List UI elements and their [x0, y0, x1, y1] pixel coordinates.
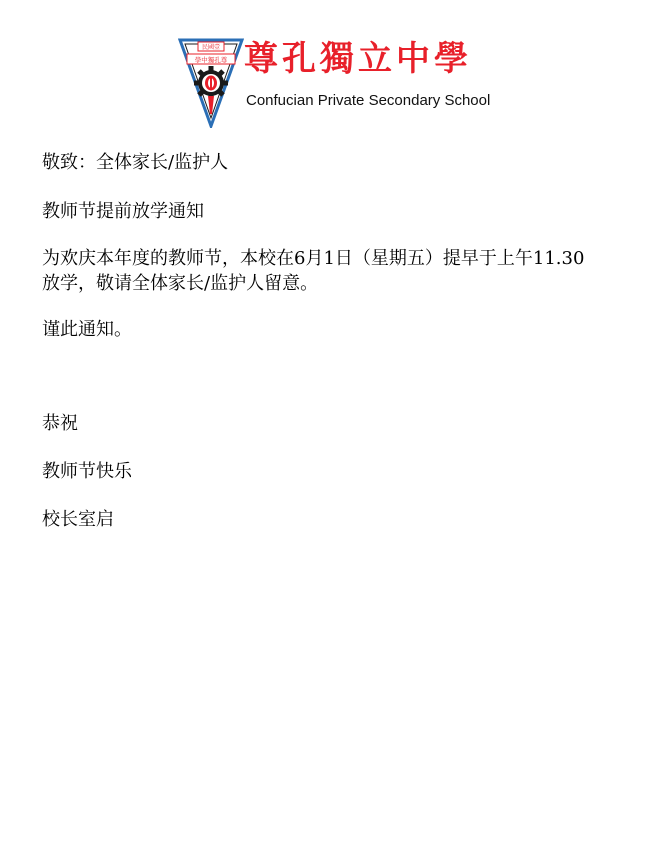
letter-subject: 教师节提前放学通知 — [42, 201, 204, 222]
school-name-chinese: 尊孔獨立中學 — [244, 39, 472, 79]
teachers-day-wish: 教师节快乐 — [42, 461, 132, 482]
signature: 校长室启 — [42, 509, 114, 530]
school-name-english: Confucian Private Secondary School — [246, 92, 491, 109]
salutation: 敬致：全体家长/监护人 — [42, 152, 229, 173]
school-crest-logo — [178, 38, 244, 128]
crest-band-text: 學中獨孔尊 — [194, 56, 228, 64]
notice-statement: 谨此通知。 — [42, 319, 132, 340]
letterhead — [178, 38, 498, 130]
letter-body-line-1: 为欢庆本年度的教师节，本校在6月1日（星期五）提早于上午11.30 — [42, 248, 585, 269]
crest-top-text: 民國壹 — [201, 44, 221, 51]
letter-body-line-2: 放学，敬请全体家长/监护人留意。 — [42, 273, 319, 294]
closing-greeting: 恭祝 — [42, 413, 78, 434]
